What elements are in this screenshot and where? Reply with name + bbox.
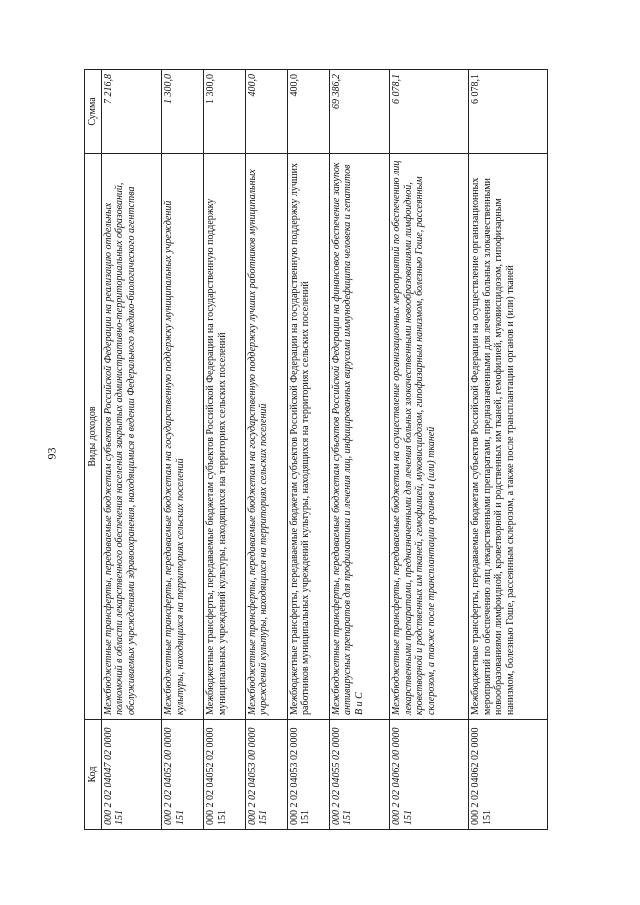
row-description: Межбюджетные трансферты, передаваемые бюджетам на государственную поддержку муниципальных учреждений культуры, находящихся на территориях сельских поселений bbox=[162, 154, 204, 720]
row-description: Межбюджетные трансферты, передаваемые бюджетам субъектов Российской Федерации на государственную поддержку лучших работников муниципальных учреждений культуры, находящихся на территориях сельских поселений bbox=[287, 154, 329, 720]
row-sum: 6 078,1 bbox=[390, 70, 469, 154]
row-code: 000 2 02 04055 02 0000 151 bbox=[329, 720, 389, 830]
row-sum: 69 386,2 bbox=[329, 70, 389, 154]
row-sum: 6 078,1 bbox=[468, 70, 547, 154]
table-row bbox=[329, 70, 389, 830]
table-row bbox=[287, 70, 329, 830]
table-row bbox=[245, 70, 287, 830]
row-code: 000 2 02 04052 02 0000 151 bbox=[203, 720, 245, 830]
table-row bbox=[101, 70, 161, 830]
row-code: 000 2 02 04053 00 0000 151 bbox=[245, 720, 287, 830]
table-header-row bbox=[85, 70, 102, 830]
row-description: Межбюджетные трансферты, передаваемые бюджетам субъектов Российской Федерации на реализацию отдельных полномочий в области лекарственного обеспечения населения закрытых административно-территориальных образований, обслуживаемых учреждениями здравоохранения, находящимися в ведении Федерального медико-биологического агентства bbox=[101, 154, 161, 720]
rotated-table-container bbox=[84, 70, 548, 830]
row-sum: 400,0 bbox=[245, 70, 287, 154]
row-description: Межбюджетные трансферты, передаваемые бюджетам на осуществление организационных мероприятий по обеспечению лиц лекарственными препаратами, предназначенными для лечения больных злокачественными новообразованиями лимфоидной, кроветворной и родственных им тканей, гемофилией, муковисцидозом, гипофизарным нанизмом, болезнью Гоше, рассеянным склерозом, а также после трансплантации органов и (или) тканей bbox=[390, 154, 469, 720]
header-sum: Сумма bbox=[85, 70, 102, 154]
row-description: Межбюджетные трансферты, передаваемые бюджетам субъектов Российской Федерации на государственную поддержку муниципальных учреждений культуры, находящихся на территориях сельских поселений bbox=[203, 154, 245, 720]
table-row bbox=[390, 70, 469, 830]
row-code: 000 2 02 04062 02 0000 151 bbox=[468, 720, 547, 830]
row-sum: 7 216,8 bbox=[101, 70, 161, 154]
table-row bbox=[203, 70, 245, 830]
row-code: 000 2 02 04053 02 0000 151 bbox=[287, 720, 329, 830]
page-number: 93 bbox=[44, 447, 59, 460]
row-sum: 1 300,0 bbox=[203, 70, 245, 154]
row-code: 000 2 02 04052 00 0000 151 bbox=[162, 720, 204, 830]
header-description: Виды доходов bbox=[85, 154, 102, 720]
row-description: Межбюджетные трансферты, передаваемые бюджетам субъектов Российской Федерации на осуществление организационных мероприятий по обеспечению лиц лекарственными препаратами, предназначенными для лечения больных злокачественными новообразованиями лимфоидной, кроветворной и родственных им тканей, гемофилией, муковисцидозом, гипофизарным нанизмом, болезнью Гоше, рассеянным склерозом, а также после трансплантации органов и (или) тканей bbox=[468, 154, 547, 720]
row-description: Межбюджетные трансферты, передаваемые бюджетам на государственную поддержку лучших работников муниципальных учреждений культуры, находящихся на территориях сельских поселений bbox=[245, 154, 287, 720]
row-sum: 400,0 bbox=[287, 70, 329, 154]
table-row bbox=[468, 70, 547, 830]
row-code: 000 2 02 04047 02 0000 151 bbox=[101, 720, 161, 830]
row-description: Межбюджетные трансферты, передаваемые бюджетам субъектов Российской Федерации на финансовое обеспечение закупок антивирусных препаратов для профилактики и лечения лиц, инфицированных вирусами иммунодефицита человека и гепатитов B и C bbox=[329, 154, 389, 720]
row-sum: 1 300,0 bbox=[162, 70, 204, 154]
row-code: 000 2 02 04062 00 0000 151 bbox=[390, 720, 469, 830]
revenue-table bbox=[84, 69, 548, 830]
table-row bbox=[162, 70, 204, 830]
header-code: Код bbox=[85, 720, 102, 830]
